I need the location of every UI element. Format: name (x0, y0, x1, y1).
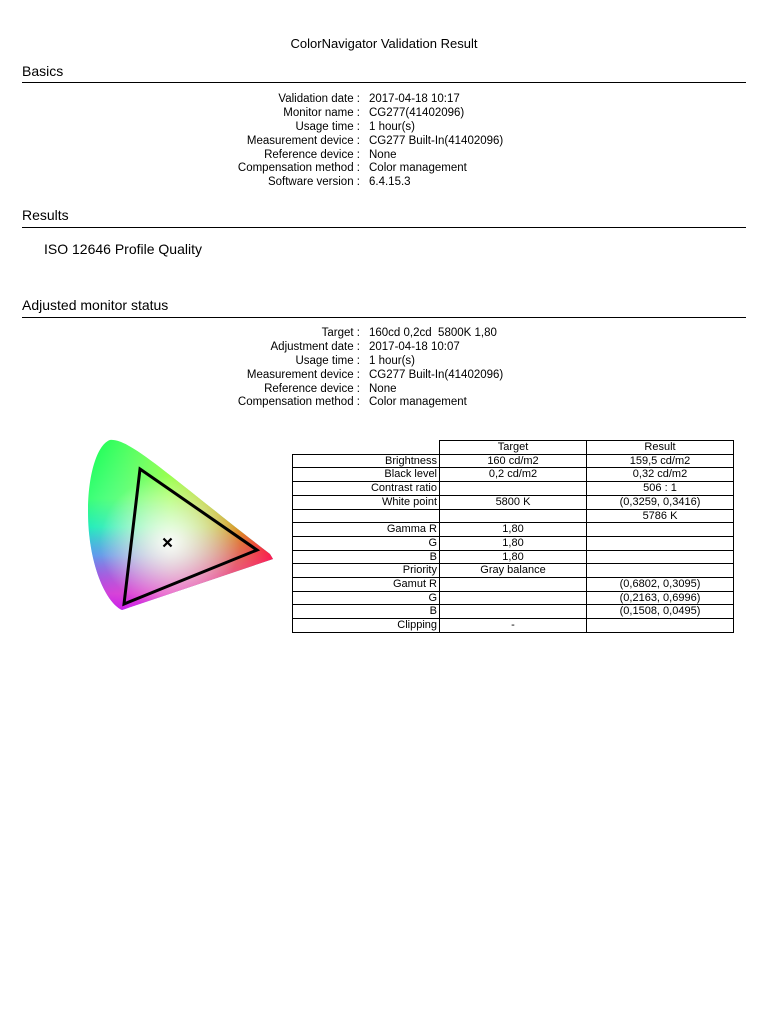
table-row (293, 591, 734, 605)
result-value: (0,3259, 0,3416) (587, 495, 734, 509)
result-value: 0,32 cd/m2 (587, 468, 734, 482)
info-value: 2017-04-18 10:17 (369, 93, 460, 105)
row-label: Gamut R (293, 578, 440, 592)
target-value (440, 605, 587, 619)
target-value: 160 cd/m2 (440, 454, 587, 468)
info-label: Compensation method : (237, 396, 360, 409)
result-value (587, 523, 734, 537)
info-row (0, 383, 768, 397)
table-row (293, 619, 734, 633)
section-heading-adjusted-status: Adjusted monitor status (22, 297, 169, 313)
table-row (293, 578, 734, 592)
table-row (293, 468, 734, 482)
info-label: Reference device : (264, 382, 360, 395)
info-row (0, 396, 768, 410)
info-value: 2017-04-18 10:07 (369, 340, 460, 353)
info-label: Usage time : (295, 354, 360, 367)
info-label: Reference device : (264, 148, 360, 161)
result-value: 159,5 cd/m2 (587, 454, 734, 468)
basics-info-list (0, 93, 768, 190)
result-value (587, 536, 734, 550)
row-label: Gamma R (293, 523, 440, 537)
row-label: Clipping (293, 619, 440, 633)
info-value: CG277 Built-In(41402096) (369, 134, 504, 147)
info-row (0, 162, 768, 176)
target-value: 0,2 cd/m2 (440, 468, 587, 482)
target-value (440, 578, 587, 592)
info-label: Validation date : (278, 93, 360, 105)
info-row (0, 327, 768, 341)
row-label: Black level (293, 468, 440, 482)
info-row (0, 176, 768, 190)
info-row (0, 121, 768, 135)
result-value: (0,6802, 0,3095) (587, 578, 734, 592)
table-header-result: Result (587, 441, 734, 455)
target-value: Gray balance (440, 564, 587, 578)
row-label: G (293, 536, 440, 550)
result-value: (0,1508, 0,0495) (587, 605, 734, 619)
info-row (0, 341, 768, 355)
table-row (293, 523, 734, 537)
adjusted-info-list (0, 327, 768, 410)
info-value: CG277 Built-In(41402096) (369, 368, 504, 381)
section-heading-results: Results (22, 207, 69, 223)
target-value: - (440, 619, 587, 633)
result-value: 5786 K (587, 509, 734, 523)
info-row (0, 93, 768, 107)
target-value: 1,80 (440, 536, 587, 550)
result-value (587, 564, 734, 578)
result-value: 506 : 1 (587, 482, 734, 496)
info-label: Software version : (267, 176, 360, 189)
info-label: Usage time : (295, 120, 360, 133)
info-label: Target : (321, 327, 360, 339)
info-value: Color management (369, 396, 467, 409)
row-label: G (293, 591, 440, 605)
info-row (0, 107, 768, 121)
target-value: 1,80 (440, 550, 587, 564)
table-header-row (293, 441, 734, 455)
info-value: 1 hour(s) (369, 354, 416, 367)
result-value: (0,2163, 0,6996) (587, 591, 734, 605)
info-value: 6.4.15.3 (369, 176, 411, 189)
table-row (293, 605, 734, 619)
info-label: Adjustment date : (270, 340, 360, 353)
document-title: ColorNavigator Validation Result (290, 36, 478, 51)
info-label: Measurement device : (246, 368, 360, 381)
info-row (0, 369, 768, 383)
result-value (587, 550, 734, 564)
section-divider (22, 317, 746, 318)
target-value: 5800 K (440, 495, 587, 509)
info-value: 160cd 0,2cd 5800K 1,80 (369, 327, 497, 339)
table-row (293, 495, 734, 509)
row-label: White point (293, 495, 440, 509)
section-heading-basics: Basics (22, 63, 64, 79)
row-label: Brightness (293, 454, 440, 468)
info-label: Measurement device : (246, 134, 360, 147)
profile-quality-title: ISO 12646 Profile Quality (44, 241, 202, 257)
table-row (293, 454, 734, 468)
table-header-target: Target (440, 441, 587, 455)
info-value: None (369, 382, 397, 395)
row-label: Priority (293, 564, 440, 578)
cie-chromaticity-diagram-icon (80, 432, 280, 622)
info-value: Color management (369, 162, 467, 175)
table-row (293, 482, 734, 496)
info-row (0, 149, 768, 163)
row-label: B (293, 550, 440, 564)
info-value: 1 hour(s) (369, 120, 416, 133)
section-divider (22, 82, 746, 83)
target-value (440, 482, 587, 496)
target-value (440, 591, 587, 605)
info-label: Compensation method : (237, 162, 360, 175)
table-row (293, 550, 734, 564)
row-label: B (293, 605, 440, 619)
info-row (0, 135, 768, 149)
table-row (293, 509, 734, 523)
target-value (440, 509, 587, 523)
row-label (293, 509, 440, 523)
table-row (293, 564, 734, 578)
result-value (587, 619, 734, 633)
info-value: None (369, 148, 397, 161)
info-row (0, 355, 768, 369)
section-divider (22, 227, 746, 228)
target-value: 1,80 (440, 523, 587, 537)
row-label: Contrast ratio (293, 482, 440, 496)
info-value: CG277(41402096) (369, 106, 465, 119)
info-label: Monitor name : (283, 106, 360, 119)
table-row (293, 536, 734, 550)
table-cell-empty (293, 441, 440, 455)
monitor-status-table (292, 440, 734, 633)
